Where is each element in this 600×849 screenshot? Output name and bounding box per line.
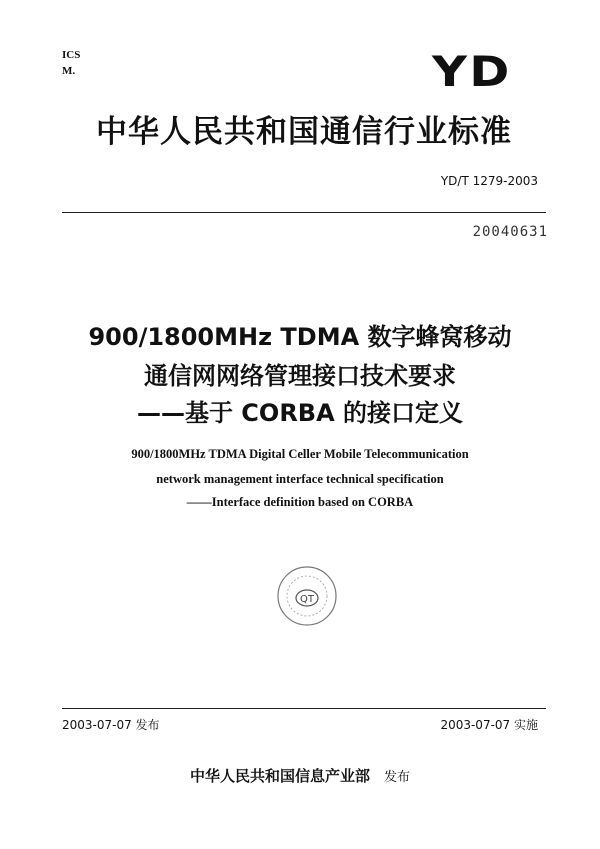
chinese-title-line-2: 通信网网络管理接口技术要求 [144,362,456,390]
seal-icon [276,565,338,627]
publish-date: 2003-07-07 发布 [62,718,160,732]
handwritten-number: 20040631 [472,224,548,240]
seal-label: QT [300,594,314,605]
issuer-name: 中华人民共和国信息产业部 [189,767,370,785]
issuer-suffix: 发布 [384,770,411,785]
chinese-title-line-1: 900/1800MHz TDMA 数字蜂窝移动 [88,323,512,351]
chinese-title-line-3: ——基于 CORBA 的接口定义 [136,399,464,427]
english-title-line-3: ——Interface definition based on CORBA [186,495,414,509]
implement-date: 2003-07-07 实施 [440,718,538,732]
header-divider [62,212,546,213]
ics-code: ICS [62,49,81,61]
footer-divider [62,708,546,709]
issuer-line [0,765,600,786]
yd-logo: YD [432,47,512,96]
english-title-line-1: 900/1800MHz TDMA Digital Celler Mobile Telecommunication [131,447,469,461]
standard-category-title: 中华人民共和国通信行业标准 [96,114,512,150]
standard-number: YD/T 1279-2003 [440,174,538,188]
ics-label [62,47,80,79]
english-title-line-2: network management interface technical specification [156,472,444,486]
m-code: M. [62,65,76,77]
